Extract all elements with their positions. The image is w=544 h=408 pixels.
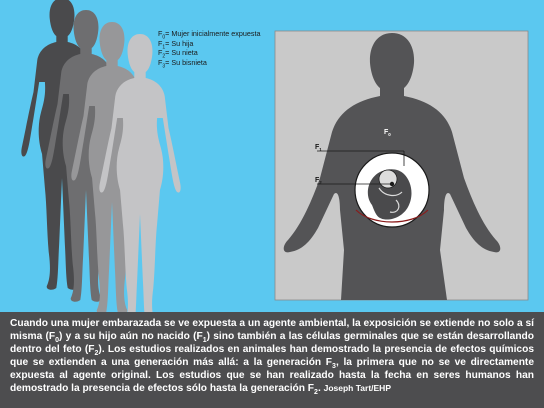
pregnancy-panel (275, 31, 528, 300)
legend-item-f3: $F_3= Su$ bisnieta (158, 57, 207, 70)
legend-item-f1: $F_1= Su$ hija (158, 38, 194, 51)
photo-credit: Joseph Tart/EHP (323, 383, 391, 393)
caption-box (0, 312, 544, 408)
womb-circle (355, 153, 429, 227)
generation-legend (158, 29, 261, 70)
legend-item-f0: $F_0=$ Mujer inicialmente expuesta (158, 29, 261, 41)
label-f2: $F_2$ (315, 177, 322, 185)
caption-text: Cuando una mujer embarazada se ve expuesta a un agente ambiental, la exposición se extiende no solo a sí misma $(F_0)$ y a su hijo aún no nacido $(F_1)$ sino también a las células germinales que se están desarrollando dentro del feto $(F_2)$. Los estudios realizados en animales han demostrado la presencia de efectos químicos que se extienden a una generación más allá: a la generación $F_3$, la primera que no se ve directamente expuesta al agente original. Los estudios que se han realizado hasta la fecha en seres humanos han demostrado la presencia de efectos sólo hasta la generación $F_2$. Joseph Tart/EHP (10, 318, 534, 397)
label-f0: $F_0$ (384, 129, 391, 137)
generation-silhouettes (21, 0, 180, 312)
legend-item-f2: $F_2= Su$ nieta (158, 48, 198, 60)
germ-cell-marker (390, 182, 394, 186)
label-f1: $F_1$ (315, 144, 322, 152)
